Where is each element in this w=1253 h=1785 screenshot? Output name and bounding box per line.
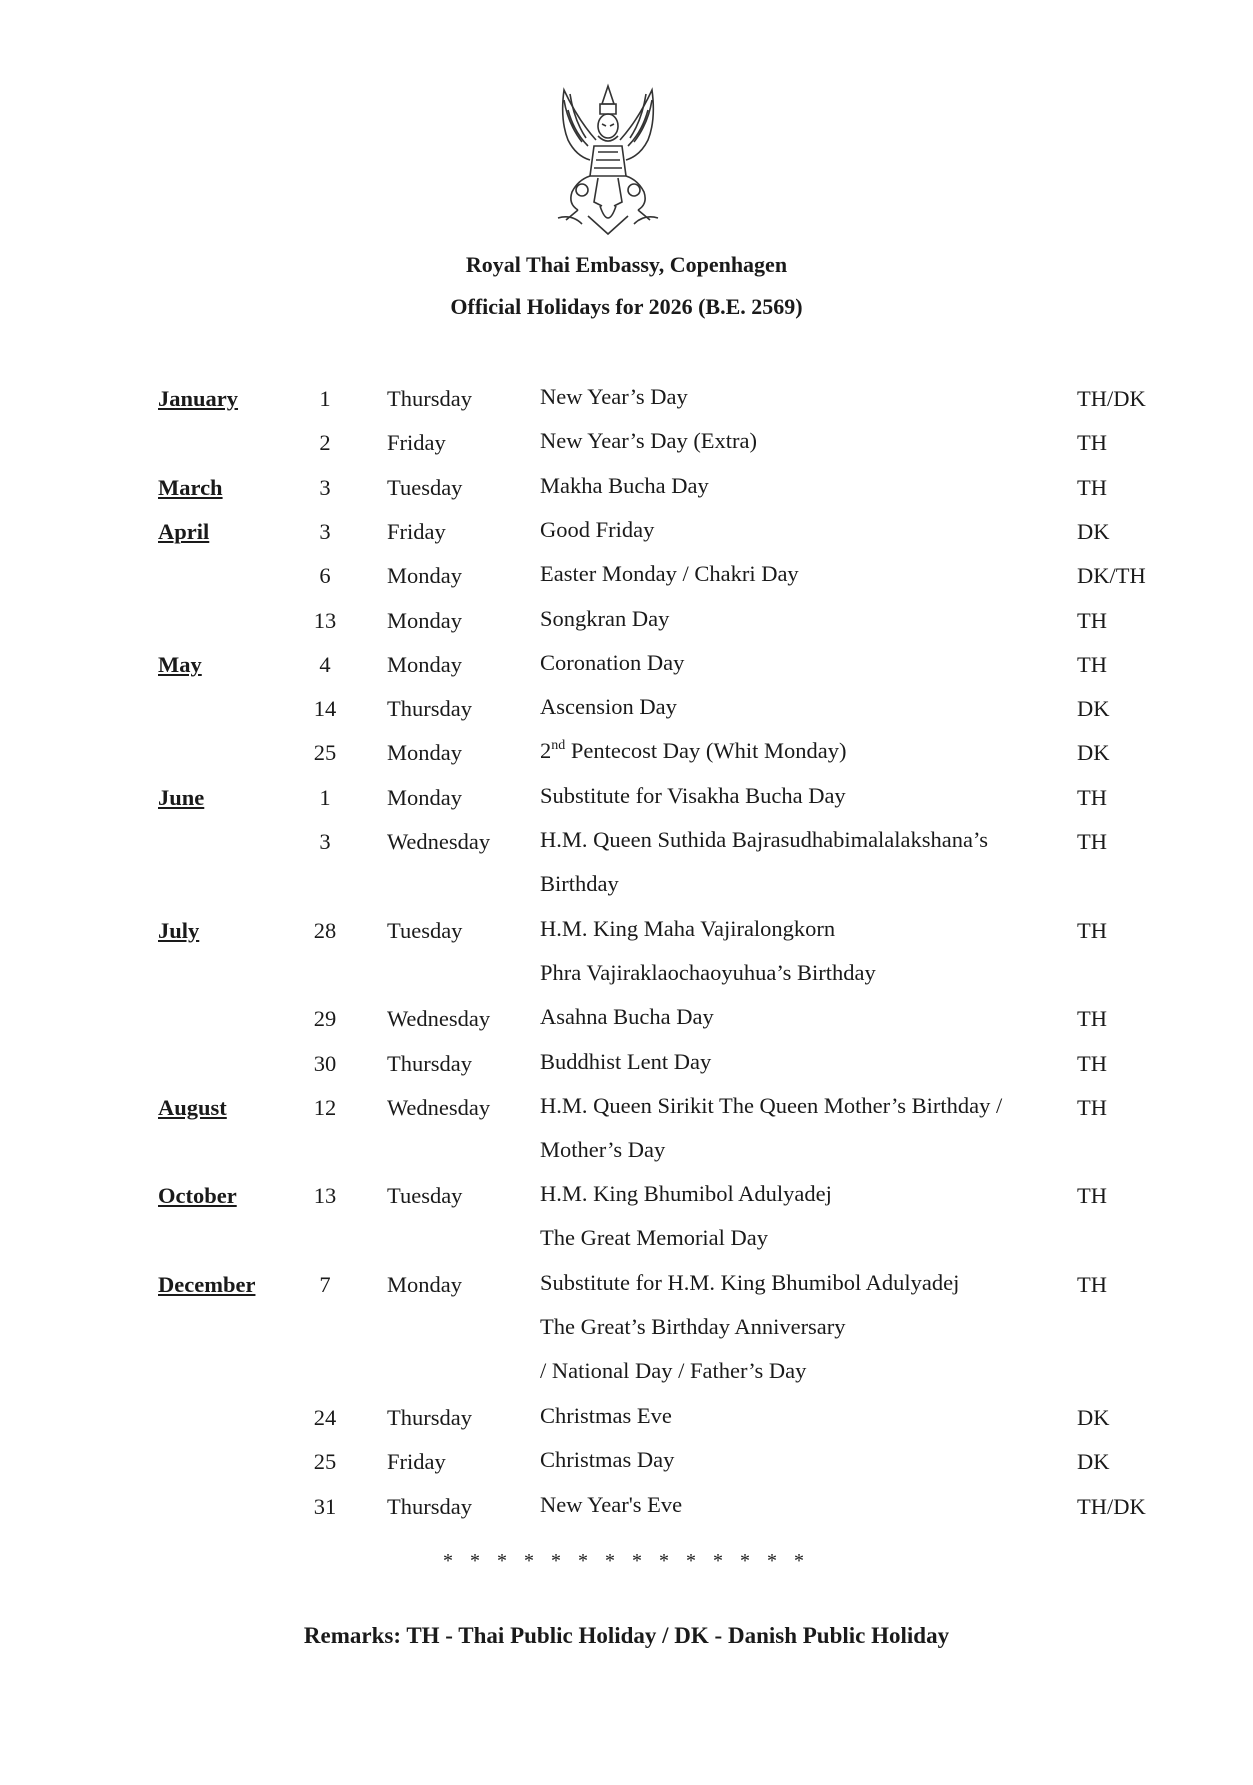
holiday-description-line: Good Friday	[540, 516, 655, 542]
holiday-day: 3	[319, 518, 331, 544]
holiday-weekday: Thursday	[387, 1050, 472, 1076]
holiday-row	[0, 1491, 1253, 1538]
holiday-description	[540, 1048, 712, 1095]
holiday-row	[0, 1006, 1253, 1050]
holiday-row	[0, 563, 1253, 607]
holiday-type-code: DK/TH	[1077, 563, 1146, 589]
holiday-description	[540, 430, 757, 474]
holiday-description	[540, 1272, 959, 1404]
holiday-description	[540, 1491, 683, 1538]
holiday-type-code: TH/DK	[1077, 1493, 1146, 1519]
holiday-row	[0, 1270, 1253, 1383]
holiday-description-line: The Great Memorial Day	[540, 1225, 769, 1251]
holiday-day: 6	[319, 563, 331, 589]
holiday-description-line: Christmas Eve	[540, 1402, 672, 1428]
holiday-weekday: Thursday	[387, 1404, 472, 1430]
holiday-weekday: Monday	[387, 607, 462, 633]
holiday-description-line: Substitute for H.M. King Bhumibol Adulyadej	[540, 1270, 960, 1295]
holiday-description-line: Phra Vajiraklaochaoyuhua’s Birthday	[540, 959, 876, 985]
holiday-description-line: New Year’s Day	[540, 384, 688, 409]
holiday-type-code: TH	[1077, 917, 1107, 943]
holiday-weekday: Friday	[387, 518, 446, 544]
holiday-day: 2	[319, 430, 331, 456]
holiday-description	[540, 740, 846, 784]
holiday-description-line: H.M. Queen Suthida Bajrasudhabimalalakshana’s	[540, 827, 989, 852]
holiday-weekday: Tuesday	[387, 917, 463, 943]
holiday-type-code: TH	[1077, 1094, 1107, 1120]
holiday-type-code: DK	[1077, 740, 1110, 766]
holiday-day: 29	[313, 1006, 337, 1032]
holiday-day: 25	[313, 1449, 337, 1475]
holiday-day: 24	[313, 1404, 337, 1430]
holiday-weekday: Wednesday	[387, 1094, 491, 1120]
holiday-type-code: TH	[1077, 474, 1107, 500]
holiday-day: 4	[319, 651, 331, 677]
holiday-description-line: H.M. King Maha Vajiralongkorn	[540, 915, 836, 941]
holiday-day: 28	[313, 917, 337, 943]
holiday-description-line: Asahna Bucha Day	[540, 1004, 714, 1030]
document-subtitle: Official Holidays for 2026 (B.E. 2569)	[450, 294, 803, 319]
holiday-description	[540, 563, 799, 607]
holiday-weekday: Tuesday	[387, 1183, 463, 1209]
holiday-type-code: TH	[1077, 430, 1107, 456]
holiday-type-code: TH	[1077, 1272, 1107, 1297]
holiday-description	[540, 1449, 674, 1493]
holiday-row	[0, 1181, 1253, 1251]
holiday-description	[540, 516, 655, 563]
holiday-day: 3	[319, 829, 331, 854]
holiday-row	[0, 696, 1253, 740]
holiday-row	[0, 472, 1253, 519]
remarks: Remarks: TH - Thai Public Holiday / DK - Danish Public Holiday	[303, 1623, 950, 1648]
holiday-description	[540, 1183, 832, 1271]
holiday-type-code: TH	[1077, 651, 1107, 677]
holiday-month: July	[158, 917, 200, 943]
holiday-month: June	[158, 784, 205, 810]
holiday-description	[540, 1006, 714, 1050]
holiday-description	[540, 696, 677, 740]
holiday-month: August	[158, 1094, 227, 1120]
holiday-row	[0, 430, 1253, 474]
holiday-day: 30	[313, 1050, 337, 1076]
holiday-weekday: Friday	[387, 1449, 446, 1475]
holiday-description-line: Buddhist Lent Day	[540, 1048, 712, 1074]
holiday-weekday: Monday	[387, 740, 462, 766]
holiday-weekday: Wednesday	[387, 1006, 491, 1032]
holiday-weekday: Monday	[387, 784, 462, 810]
holiday-description-line: Coronation Day	[540, 649, 685, 675]
holiday-month: April	[158, 518, 210, 544]
holiday-day: 7	[319, 1272, 331, 1297]
holiday-description-line: Birthday	[540, 871, 619, 896]
holiday-description-line: / National Day / Father’s Day	[540, 1358, 807, 1383]
holiday-type-code: DK	[1077, 696, 1110, 722]
holiday-weekday: Monday	[387, 1272, 462, 1297]
holiday-weekday: Monday	[387, 563, 462, 589]
holiday-description-line: Songkran Day	[540, 605, 670, 631]
holiday-description-line: The Great’s Birthday Anniversary	[540, 1314, 846, 1339]
document-title: Royal Thai Embassy, Copenhagen	[465, 252, 788, 277]
holiday-day: 13	[313, 1183, 337, 1209]
holiday-type-code: TH	[1077, 1050, 1107, 1076]
holiday-description	[540, 1092, 1003, 1183]
holiday-weekday: Thursday	[387, 386, 472, 411]
holiday-weekday: Monday	[387, 651, 462, 677]
holiday-row	[0, 915, 1253, 985]
holiday-row	[0, 516, 1253, 563]
holiday-description	[540, 386, 688, 430]
holiday-row	[0, 605, 1253, 652]
holiday-description	[540, 1402, 672, 1449]
holiday-type-code: DK	[1077, 518, 1110, 544]
holiday-row	[0, 782, 1253, 829]
holiday-description-line: Christmas Day	[540, 1447, 675, 1473]
holiday-description	[540, 649, 685, 696]
holiday-description-line: New Year's Eve	[540, 1491, 683, 1517]
holiday-description-line: Substitute for Visakha Bucha Day	[540, 782, 846, 808]
holiday-day: 25	[313, 740, 337, 766]
holiday-day: 12	[313, 1094, 337, 1120]
holiday-day: 14	[313, 696, 337, 722]
holiday-description-line: H.M. Queen Sirikit The Queen Mother’s Birthday /	[540, 1092, 1003, 1118]
holiday-row	[0, 649, 1253, 696]
holiday-weekday: Thursday	[387, 696, 472, 722]
holiday-type-code: TH	[1077, 1006, 1107, 1032]
holiday-day: 1	[319, 386, 331, 411]
holiday-type-code: TH	[1077, 1183, 1107, 1209]
holiday-month: October	[158, 1183, 237, 1209]
holiday-month: December	[158, 1272, 256, 1297]
holiday-type-code: TH/DK	[1077, 386, 1146, 411]
holiday-type-code: TH	[1077, 607, 1107, 633]
holiday-month: January	[158, 386, 239, 411]
holiday-description-line: New Year’s Day (Extra)	[540, 428, 758, 454]
holiday-description-line: 2nd Pentecost Day (Whit Monday)	[540, 738, 847, 764]
holiday-weekday: Thursday	[387, 1493, 472, 1519]
holiday-description	[540, 915, 876, 1006]
holiday-row	[0, 1449, 1253, 1493]
holiday-row	[0, 1092, 1253, 1162]
holiday-weekday: Friday	[387, 430, 446, 456]
holiday-description-line: Mother’s Day	[540, 1136, 666, 1162]
holiday-day: 13	[313, 607, 337, 633]
holiday-description	[540, 605, 670, 652]
holiday-description	[540, 829, 988, 917]
holiday-day: 3	[319, 474, 331, 500]
holiday-description-line: H.M. King Bhumibol Adulyadej	[540, 1181, 832, 1207]
holiday-row	[0, 386, 1253, 430]
holiday-day: 1	[319, 784, 331, 810]
holiday-row	[0, 740, 1253, 784]
holiday-description-line: Easter Monday / Chakri Day	[540, 561, 799, 587]
holiday-description-line: Makha Bucha Day	[540, 472, 709, 498]
holiday-row	[0, 827, 1253, 896]
garuda-emblem-icon	[538, 80, 678, 238]
holiday-month: March	[158, 474, 223, 500]
holiday-description	[540, 472, 709, 519]
holiday-row	[0, 1048, 1253, 1095]
holiday-weekday: Wednesday	[387, 829, 491, 854]
holiday-type-code: TH	[1077, 784, 1107, 810]
holiday-type-code: DK	[1077, 1404, 1110, 1430]
holiday-description	[540, 782, 846, 829]
holiday-row	[0, 1402, 1253, 1449]
holiday-weekday: Tuesday	[387, 474, 463, 500]
holiday-type-code: TH	[1077, 829, 1107, 854]
holiday-day: 31	[313, 1493, 337, 1519]
holiday-description-line: Ascension Day	[540, 694, 677, 720]
separator-stars: * * * * * * * * * * * * * *	[443, 1550, 810, 1572]
holiday-month: May	[158, 651, 202, 677]
holiday-type-code: DK	[1077, 1449, 1110, 1475]
